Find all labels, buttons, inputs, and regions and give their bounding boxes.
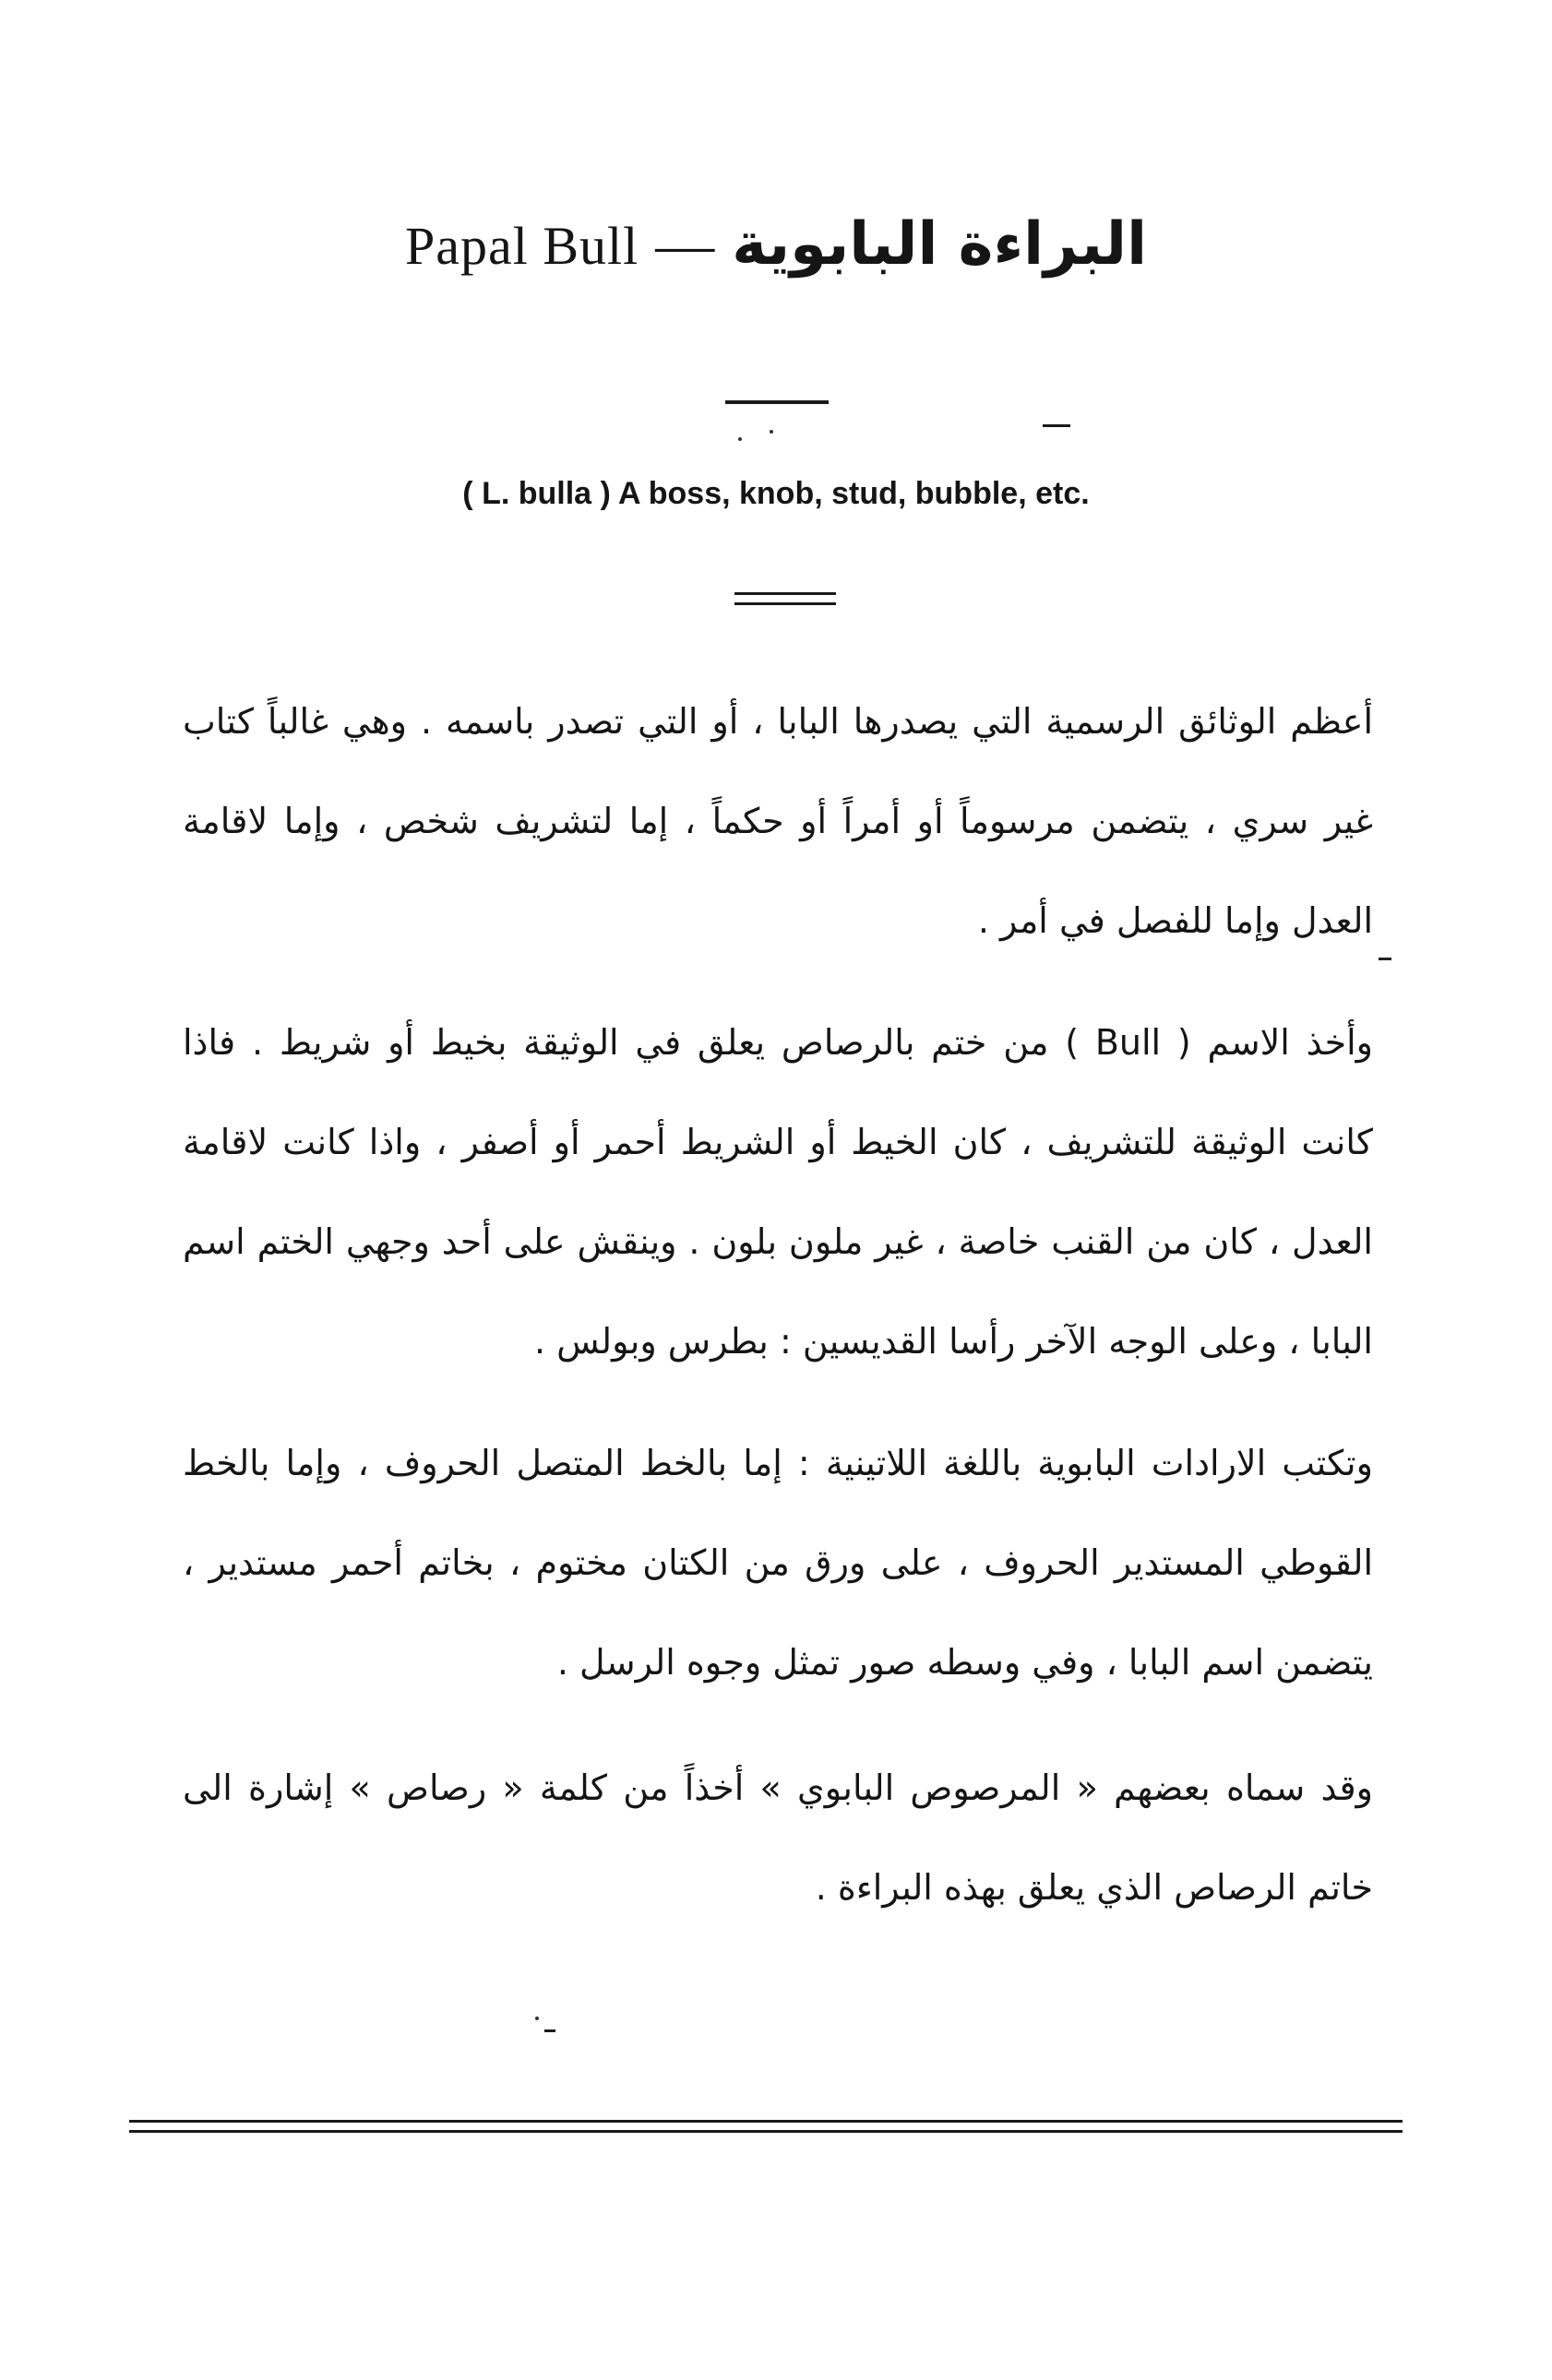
title-english: Papal Bull (404, 216, 639, 276)
paragraph-definition (183, 672, 1373, 970)
paragraph-naming (183, 1738, 1373, 1937)
title-underline-tick (1043, 424, 1070, 427)
print-speck (535, 2017, 539, 2020)
paragraph-text: أعظم الوثائق الرسمية التي يصدرها البابا ، أو التي تصدر باسمه . وهي غالباً كتاب غير سري ، يتضمن مرسوماً أو أمراً أو حكماً ، إما لتشريف شخص ، وإما لاقامة العدل وإما للفصل في أمر . (183, 701, 1373, 941)
footer-rule-top (129, 2120, 1403, 2123)
print-speck-dash (544, 2029, 555, 2032)
paragraph-writing (183, 1413, 1373, 1712)
title-underline (725, 400, 829, 404)
page-title (0, 210, 1552, 279)
print-speck (770, 430, 773, 434)
print-speck (738, 437, 742, 441)
paragraph-name-origin (183, 993, 1373, 1391)
paragraph-text: وأخذ الاسم ( Bull ) من ختم بالرصاص يعلق في الوثيقة بخيط أو شريط . فاذا كانت الوثيقة للتشريف ، كان الخيط أو الشريط أحمر أو أصفر ، واذا كانت لاقامة العدل ، كان من القنب خاصة ، غير ملون بلون . وينقش على أحد وجهي الختم اسم البابا ، وعلى الوجه الآخر رأسا القديسين : بطرس وبولس . (183, 1022, 1373, 1362)
section-divider (734, 592, 836, 605)
paragraph-text: وقد سماه بعضهم « المرصوص البابوي » أخذاً من كلمة « رصاص » إشارة الى خاتم الرصاص الذي يعلق بهذه البراءة . (183, 1767, 1373, 1908)
title-dash: — (655, 211, 716, 277)
etymology-subtitle: ( L. bulla ) A boss, knob, stud, bubble, etc. (462, 476, 1090, 511)
margin-mark (1379, 958, 1391, 960)
paragraph-text: وتكتب الارادات البابوية باللغة اللاتينية : إما بالخط المتصل الحروف ، وإما بالخط القوطي المستدير الحروف ، على ورق من الكتان مختوم ، بخاتم أحمر مستدير ، يتضمن اسم البابا ، وفي وسطه صور تمثل وجوه الرسل . (183, 1443, 1373, 1683)
title-arabic: البراءة البابوية (732, 210, 1148, 279)
footer-rule-bottom (129, 2130, 1403, 2133)
